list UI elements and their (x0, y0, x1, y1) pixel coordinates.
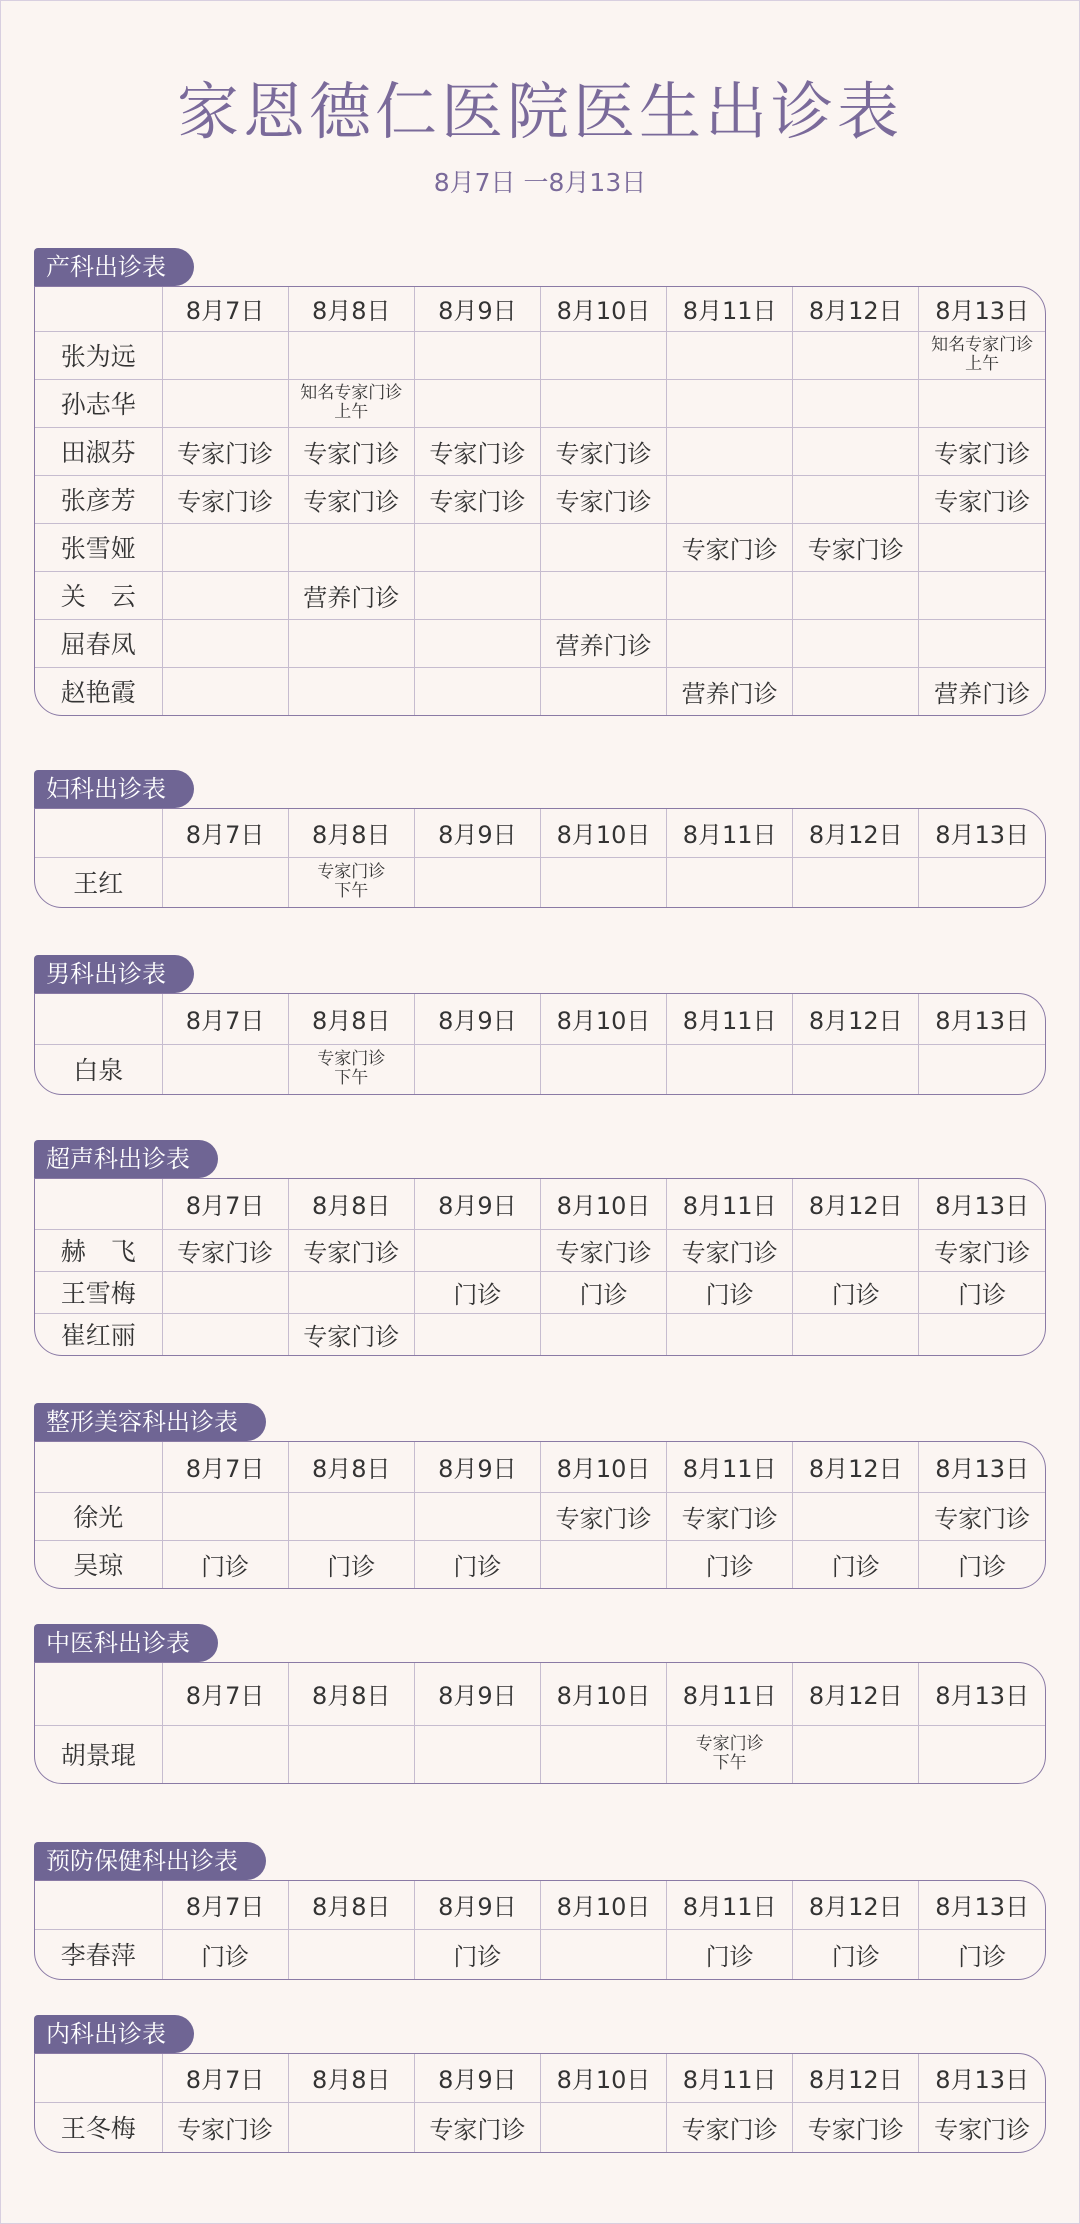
doctor-name: 张彦芳 (35, 475, 162, 523)
schedule-cell (919, 1313, 1045, 1355)
doctor-name: 张为远 (35, 331, 162, 379)
schedule-cell (288, 1271, 414, 1313)
schedule-cell (414, 1725, 540, 1783)
table-row (35, 1929, 1045, 1979)
date-header: 8月7日 (162, 1179, 288, 1229)
corner-cell (35, 1663, 162, 1725)
section-title: 妇科出诊表 (34, 770, 194, 808)
date-header: 8月11日 (667, 1881, 793, 1929)
date-header: 8月8日 (288, 994, 414, 1044)
schedule-cell: 专家门诊 (919, 475, 1045, 523)
table-row (35, 1313, 1045, 1355)
cell-line: 知名专家门诊 (931, 335, 1034, 355)
schedule-cell (288, 331, 414, 379)
date-header: 8月9日 (414, 2054, 540, 2102)
date-header: 8月8日 (288, 2054, 414, 2102)
date-header: 8月11日 (667, 2054, 793, 2102)
schedule-cell: 专家门诊 (540, 1492, 666, 1540)
schedule-cell (288, 1492, 414, 1540)
table-row (35, 1044, 1045, 1094)
schedule-cell: 专家门诊 (288, 427, 414, 475)
corner-cell (35, 809, 162, 857)
schedule-cell (667, 619, 793, 667)
date-header: 8月10日 (540, 994, 666, 1044)
date-header: 8月10日 (540, 1663, 666, 1725)
date-header: 8月13日 (919, 2054, 1045, 2102)
date-header: 8月8日 (288, 1179, 414, 1229)
date-header: 8月11日 (667, 809, 793, 857)
date-header: 8月11日 (667, 1663, 793, 1725)
schedule-cell: 门诊 (162, 1929, 288, 1979)
schedule-table (34, 808, 1046, 908)
schedule-cell: 专家门诊 (793, 2102, 919, 2152)
date-header: 8月11日 (667, 287, 793, 331)
schedule-table (34, 2053, 1046, 2153)
schedule-cell (414, 857, 540, 907)
date-header: 8月8日 (288, 1442, 414, 1492)
schedule-cell (162, 857, 288, 907)
date-header: 8月9日 (414, 1442, 540, 1492)
schedule-cell: 专家门诊 (414, 427, 540, 475)
date-header: 8月10日 (540, 1881, 666, 1929)
schedule-cell: 门诊 (414, 1271, 540, 1313)
schedule-cell: 门诊 (793, 1540, 919, 1588)
date-header: 8月13日 (919, 1179, 1045, 1229)
date-header: 8月13日 (919, 994, 1045, 1044)
date-header: 8月9日 (414, 1663, 540, 1725)
header-row (35, 1442, 1045, 1492)
date-header: 8月10日 (540, 1179, 666, 1229)
schedule-cell (919, 857, 1045, 907)
schedule-cell: 门诊 (919, 1271, 1045, 1313)
doctor-name: 孙志华 (35, 379, 162, 427)
schedule-cell (162, 379, 288, 427)
date-header: 8月9日 (414, 994, 540, 1044)
schedule-cell (414, 331, 540, 379)
date-header: 8月12日 (793, 1179, 919, 1229)
date-header: 8月7日 (162, 994, 288, 1044)
table-row (35, 1725, 1045, 1783)
schedule-cell (162, 1492, 288, 1540)
schedule-cell (414, 379, 540, 427)
date-header: 8月13日 (919, 1442, 1045, 1492)
doctor-name: 王红 (35, 857, 162, 907)
schedule-cell: 专家门诊 (934, 2115, 1031, 2144)
schedule-cell: 专家门诊 (288, 1313, 414, 1355)
doctor-name: 赵艳霞 (35, 667, 162, 715)
schedule-cell: 营养门诊 (288, 571, 414, 619)
date-header: 8月8日 (288, 287, 414, 331)
schedule-cell (540, 379, 666, 427)
schedule-cell: 专家门诊 (162, 475, 288, 523)
schedule-cell: 门诊 (667, 1929, 793, 1979)
schedule-table (34, 1880, 1046, 1980)
table-row (35, 1271, 1045, 1313)
corner-cell (35, 2054, 162, 2102)
schedule-cell (793, 1313, 919, 1355)
schedule-cell (667, 427, 793, 475)
table-row (35, 331, 1045, 379)
schedule-cell (540, 1929, 666, 1979)
header-row (35, 1179, 1045, 1229)
date-header: 8月7日 (162, 1663, 288, 1725)
schedule-cell: 专家门诊 (414, 2102, 540, 2152)
schedule-cell (919, 619, 1045, 667)
table-row (35, 667, 1045, 715)
schedule-cell: 专家门诊 (162, 2102, 288, 2152)
date-header: 8月7日 (162, 287, 288, 331)
schedule-cell: 专家门诊 (667, 1229, 793, 1271)
section-title: 整形美容科出诊表 (34, 1403, 266, 1441)
schedule-cell (414, 1044, 540, 1094)
date-header: 8月12日 (793, 1881, 919, 1929)
schedule-table (34, 993, 1046, 1095)
schedule-cell: 门诊 (667, 1271, 793, 1313)
date-header: 8月11日 (667, 1442, 793, 1492)
header-row (35, 994, 1045, 1044)
date-header: 8月8日 (288, 1881, 414, 1929)
schedule-cell: 专家门诊 (540, 427, 666, 475)
corner-cell (35, 1442, 162, 1492)
schedule-cell (540, 667, 666, 715)
schedule-cell: 门诊 (414, 1929, 540, 1979)
header-row (35, 287, 1045, 331)
schedule-table (34, 1662, 1046, 1784)
corner-cell (35, 994, 162, 1044)
schedule-cell (540, 1725, 666, 1783)
schedule-cell (288, 857, 414, 907)
schedule-cell (414, 619, 540, 667)
schedule-cell (288, 667, 414, 715)
doctor-name: 王冬梅 (35, 2102, 162, 2152)
schedule-cell (793, 1229, 919, 1271)
schedule-cell (667, 475, 793, 523)
schedule-cell (667, 857, 793, 907)
header-row (35, 809, 1045, 857)
doctor-name: 白泉 (35, 1044, 162, 1094)
schedule-cell (414, 1229, 540, 1271)
date-header: 8月9日 (414, 287, 540, 331)
schedule-cell (414, 1492, 540, 1540)
schedule-cell: 专家门诊 (540, 1229, 666, 1271)
schedule-cell (414, 571, 540, 619)
schedule-cell (540, 1044, 666, 1094)
doctor-name: 吴琼 (35, 1540, 162, 1588)
schedule-cell (288, 2102, 414, 2152)
schedule-cell (288, 1044, 414, 1094)
doctor-name: 徐光 (35, 1492, 162, 1540)
schedule-cell (793, 475, 919, 523)
schedule-cell: 专家门诊 (162, 1229, 288, 1271)
schedule-cell (162, 667, 288, 715)
schedule-table (34, 1441, 1046, 1589)
date-header: 8月10日 (540, 809, 666, 857)
schedule-cell (793, 331, 919, 379)
schedule-cell (288, 379, 414, 427)
page-title: 家恩德仁医院医生出诊表 (176, 75, 903, 148)
date-header: 8月10日 (540, 2054, 666, 2102)
schedule-cell: 门诊 (793, 1271, 919, 1313)
schedule-cell (162, 523, 288, 571)
date-header: 8月7日 (162, 2054, 288, 2102)
schedule-cell: 专家门诊 (288, 1229, 414, 1271)
schedule-cell (793, 857, 919, 907)
doctor-name: 李春萍 (35, 1929, 162, 1979)
schedule-cell (667, 571, 793, 619)
table-row (35, 1492, 1045, 1540)
schedule-cell (667, 1313, 793, 1355)
schedule-cell (162, 1271, 288, 1313)
table-row (35, 523, 1045, 571)
date-header: 8月12日 (793, 287, 919, 331)
schedule-cell: 专家门诊 (540, 475, 666, 523)
date-header: 8月12日 (793, 1442, 919, 1492)
table-row (35, 427, 1045, 475)
schedule-cell (919, 523, 1045, 571)
schedule-cell: 营养门诊 (934, 679, 1031, 708)
cell-line: 下午 (334, 881, 369, 902)
date-header: 8月12日 (793, 2054, 919, 2102)
date-header: 8月12日 (793, 994, 919, 1044)
date-header: 8月10日 (540, 287, 666, 331)
doctor-name: 胡景琨 (35, 1725, 162, 1783)
cell-line: 专家门诊 (317, 1049, 386, 1070)
section-title: 男科出诊表 (34, 955, 194, 993)
section-title: 中医科出诊表 (34, 1624, 218, 1662)
schedule-cell (414, 523, 540, 571)
schedule-cell (919, 571, 1045, 619)
schedule-cell (793, 1044, 919, 1094)
schedule-cell (540, 523, 666, 571)
table-row (35, 1540, 1045, 1588)
schedule-cell (793, 667, 919, 715)
date-header: 8月8日 (288, 809, 414, 857)
header-row (35, 1663, 1045, 1725)
cell-line: 上午 (965, 354, 1000, 374)
schedule-cell: 门诊 (958, 1552, 1007, 1581)
corner-cell (35, 1881, 162, 1929)
schedule-cell: 专家门诊 (288, 475, 414, 523)
schedule-cell (793, 619, 919, 667)
schedule-cell (667, 379, 793, 427)
schedule-cell (162, 1044, 288, 1094)
date-header: 8月11日 (667, 994, 793, 1044)
doctor-name: 王雪梅 (35, 1271, 162, 1313)
doctor-name: 田淑芬 (35, 427, 162, 475)
schedule-cell: 专家门诊 (919, 1229, 1045, 1271)
schedule-cell (919, 1725, 1045, 1783)
schedule-cell (919, 1044, 1045, 1094)
section-title: 预防保健科出诊表 (34, 1842, 266, 1880)
schedule-cell (288, 523, 414, 571)
schedule-cell (162, 571, 288, 619)
table-row (35, 2102, 1045, 2152)
cell-line: 专家门诊 (317, 862, 386, 883)
corner-cell (35, 1179, 162, 1229)
date-header: 8月8日 (288, 1663, 414, 1725)
date-header: 8月12日 (793, 1663, 919, 1725)
schedule-table (34, 1178, 1046, 1356)
schedule-cell (793, 1492, 919, 1540)
doctor-name: 关 云 (35, 571, 162, 619)
schedule-cell (540, 1313, 666, 1355)
cell-line: 专家门诊 (695, 1734, 764, 1755)
schedule-cell (540, 2102, 666, 2152)
schedule-cell (793, 427, 919, 475)
schedule-cell: 专家门诊 (162, 427, 288, 475)
schedule-cell: 门诊 (793, 1929, 919, 1979)
schedule-cell (667, 1044, 793, 1094)
schedule-cell (540, 1540, 666, 1588)
cell-line: 下午 (334, 1068, 369, 1089)
schedule-cell (414, 1313, 540, 1355)
section-title: 内科出诊表 (34, 2015, 194, 2053)
date-header: 8月10日 (540, 1442, 666, 1492)
schedule-cell: 专家门诊 (414, 475, 540, 523)
schedule-cell (288, 619, 414, 667)
schedule-cell: 专家门诊 (667, 1492, 793, 1540)
table-row (35, 1229, 1045, 1271)
date-header: 8月7日 (162, 809, 288, 857)
schedule-cell: 门诊 (958, 1942, 1007, 1971)
doctor-name: 张雪娅 (35, 523, 162, 571)
schedule-cell (667, 1725, 793, 1783)
schedule-cell: 门诊 (414, 1540, 540, 1588)
corner-cell (35, 287, 162, 331)
header-row (35, 2054, 1045, 2102)
date-header: 8月9日 (414, 809, 540, 857)
table-row (35, 571, 1045, 619)
schedule-cell (162, 1313, 288, 1355)
date-range: 8月7日 一8月13日 (433, 168, 647, 197)
schedule-table (34, 286, 1046, 716)
schedule-cell (288, 1725, 414, 1783)
section-title: 超声科出诊表 (34, 1140, 218, 1178)
schedule-cell: 专家门诊 (919, 427, 1045, 475)
schedule-cell (919, 379, 1045, 427)
cell-line: 下午 (712, 1753, 747, 1774)
header-row (35, 1881, 1045, 1929)
date-header: 8月11日 (667, 1179, 793, 1229)
table-row (35, 475, 1045, 523)
schedule-cell: 门诊 (667, 1540, 793, 1588)
schedule-cell (288, 1929, 414, 1979)
doctor-name: 屈春凤 (35, 619, 162, 667)
date-header: 8月9日 (414, 1881, 540, 1929)
schedule-cell: 营养门诊 (540, 619, 666, 667)
schedule-cell (162, 1725, 288, 1783)
date-header: 8月13日 (919, 809, 1045, 857)
schedule-cell (540, 857, 666, 907)
date-header: 8月7日 (162, 1881, 288, 1929)
date-header: 8月13日 (919, 1881, 1045, 1929)
schedule-cell: 专家门诊 (667, 523, 793, 571)
schedule-cell (793, 571, 919, 619)
schedule-cell (162, 619, 288, 667)
date-header: 8月13日 (919, 287, 1045, 331)
schedule-cell: 专家门诊 (793, 523, 919, 571)
table-row (35, 857, 1045, 907)
schedule-cell: 专家门诊 (667, 2102, 793, 2152)
schedule-cell (793, 1725, 919, 1783)
cell-line: 知名专家门诊 (300, 383, 403, 403)
schedule-cell (540, 331, 666, 379)
schedule-cell (667, 331, 793, 379)
date-header: 8月13日 (919, 1663, 1045, 1725)
schedule-cell: 门诊 (162, 1540, 288, 1588)
schedule-cell: 门诊 (288, 1540, 414, 1588)
schedule-cell: 门诊 (540, 1271, 666, 1313)
schedule-cell: 营养门诊 (667, 667, 793, 715)
schedule-cell (414, 667, 540, 715)
schedule-cell (793, 379, 919, 427)
schedule-cell (919, 331, 1045, 379)
schedule-cell: 专家门诊 (919, 1492, 1045, 1540)
table-row (35, 619, 1045, 667)
schedule-cell (162, 331, 288, 379)
cell-line: 上午 (334, 402, 369, 422)
table-row (35, 379, 1045, 427)
date-header: 8月9日 (414, 1179, 540, 1229)
schedule-cell (540, 571, 666, 619)
date-header: 8月7日 (162, 1442, 288, 1492)
doctor-name: 崔红丽 (35, 1313, 162, 1355)
date-header: 8月12日 (793, 809, 919, 857)
section-title: 产科出诊表 (34, 248, 194, 286)
doctor-name: 赫 飞 (35, 1229, 162, 1271)
